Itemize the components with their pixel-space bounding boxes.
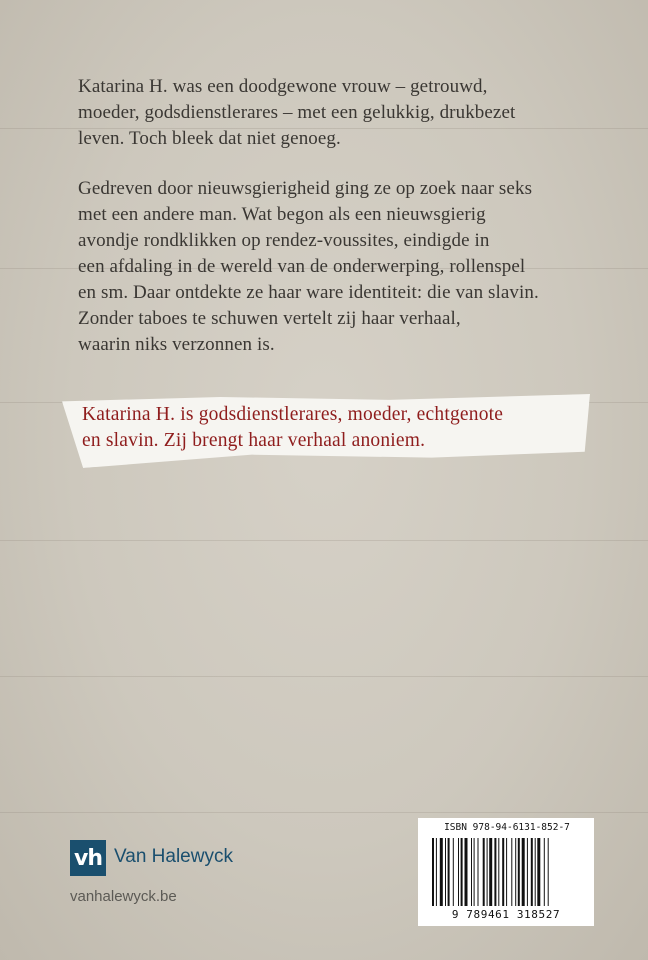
isbn-barcode (418, 818, 594, 926)
back-cover-blurb (78, 74, 578, 382)
paper-fold-line (0, 676, 648, 677)
isbn-label: ISBN 978-94-6131-852-7 (444, 822, 570, 833)
barcode-bars-icon (432, 838, 582, 906)
blurb-paragraph-2: Gedreven door nieuwsgierigheid ging ze op zoek naar seks met een andere man. Wat begon als een nieuwsgierig avondje rondklikken op rendez-voussites, eindigde in een afdaling in de wereld van de onderwerping, rollenspel en sm. Daar ontdekte ze haar ware identiteit: die van slavin. Zonder taboes te schuwen vertelt zij haar verhaal, waarin niks verzonnen is. (78, 178, 539, 355)
barcode-digits: 9 789461 318527 (451, 908, 561, 921)
publisher-url: vanhalewyck.be (70, 888, 177, 905)
paper-fold-line (0, 540, 648, 541)
author-note: Katarina H. is godsdienstlerares, moeder, echtgenote en slavin. Zij brengt haar verhaal anoniem. (82, 404, 504, 451)
vh-logo-icon: vh (70, 840, 106, 876)
blurb-paragraph-1: Katarina H. was een doodgewone vrouw – getrouwd, moeder, godsdienstlerares – met een gelukkig, drukbezet leven. Toch bleek dat niet genoeg. (78, 76, 516, 149)
paper-fold-line (0, 812, 648, 813)
publisher-name: Van Halewyck (114, 846, 233, 867)
